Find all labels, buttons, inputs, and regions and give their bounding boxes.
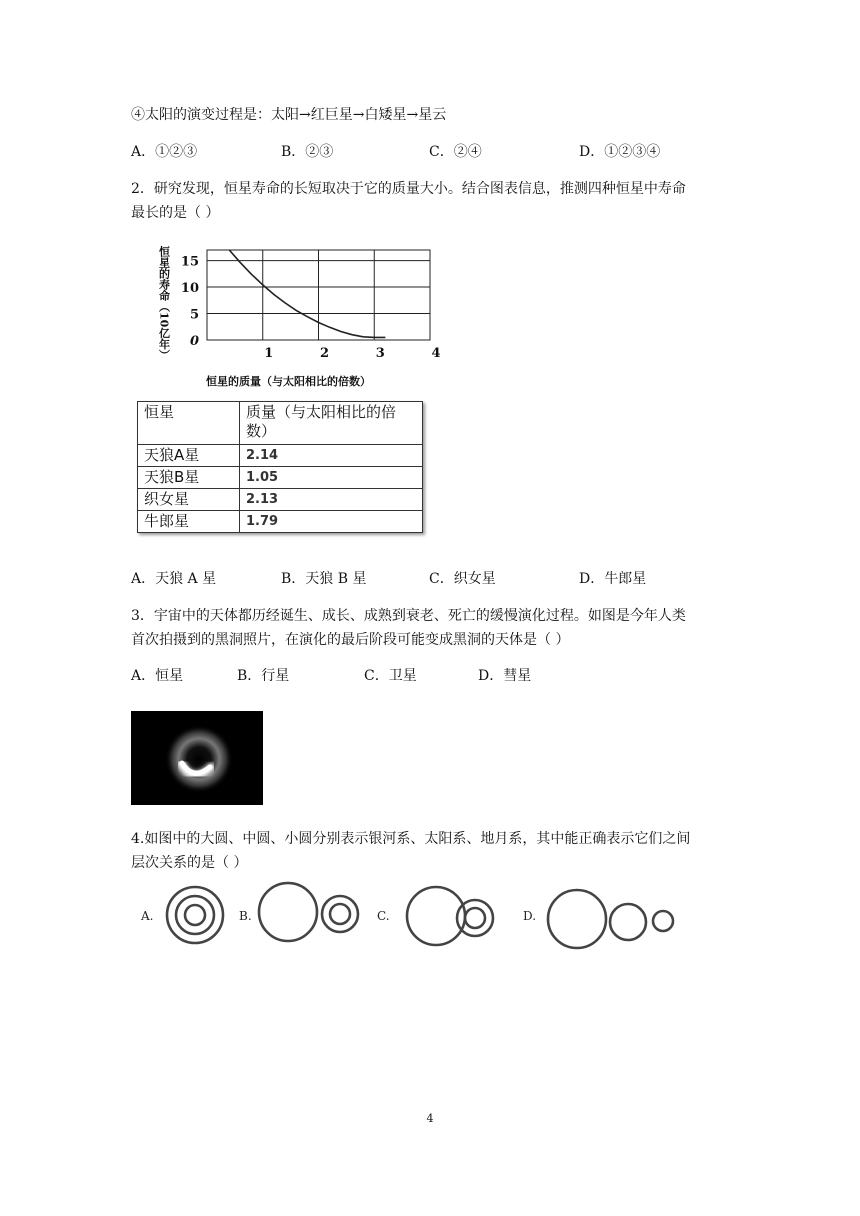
circle-option-c-label: C. — [377, 909, 390, 923]
q4-stem-line2: 层次关系的是（ ） — [131, 855, 248, 871]
q3-option-b[interactable]: B．行星 — [237, 668, 290, 684]
q2-option-d[interactable]: D．牛郎星 — [579, 571, 647, 587]
q2-option-a[interactable]: A．天狼 A 星 — [131, 571, 217, 587]
x-axis-label: 恒星的质量（与太阳相比的倍数） — [206, 375, 371, 388]
table-cell-mass: 2.14 — [240, 445, 423, 467]
star-lifespan-chart — [150, 240, 450, 390]
y-tick-label: 5 — [189, 307, 199, 323]
q4-stem-line1: 4.如图中的大圆、中圆、小圆分别表示银河系、太阳系、地月系，其中能正确表示它们之间 — [131, 831, 691, 847]
q2-stem-line2: 最长的是（ ） — [131, 205, 220, 221]
q1-option-a[interactable]: A．①②③ — [131, 144, 198, 160]
q3-option-c[interactable]: C．卫星 — [364, 668, 417, 684]
y-tick-label: 10 — [180, 281, 199, 297]
circle-option-a-icon — [167, 887, 223, 943]
table-row — [138, 445, 423, 467]
table-cell-star: 天狼A星 — [138, 445, 240, 467]
x-tick-label: 3 — [375, 346, 385, 361]
table-row — [138, 511, 423, 533]
q3-stem-line2: 首次拍摄到的黑洞照片，在演化的最后阶段可能变成黑洞的天体是（ ） — [131, 632, 570, 648]
q1-option-d[interactable]: D．①②③④ — [579, 144, 661, 160]
circle-option-d-icon — [548, 890, 673, 948]
circle-option-b-icon — [259, 883, 358, 941]
q2-option-b[interactable]: B．天狼 B 星 — [281, 571, 367, 587]
hierarchy-circle-options — [131, 878, 691, 953]
lifespan-curve — [229, 250, 385, 337]
table-cell-star: 牛郎星 — [138, 511, 240, 533]
q2-stem-line1: 2．研究发现，恒星寿命的长短取决于它的质量大小。结合图表信息，推测四种恒星中寿命 — [131, 181, 686, 197]
table-header-star: 恒星 — [138, 402, 240, 445]
y-tick-label: 0 — [189, 334, 199, 349]
circle-option-b-label: B. — [239, 909, 252, 923]
circle-option-d-label: D. — [523, 909, 537, 923]
q3-option-a[interactable]: A．恒星 — [131, 668, 184, 684]
y-tick-labels — [181, 255, 199, 349]
table-row — [138, 467, 423, 489]
x-tick-label: 1 — [264, 346, 274, 361]
y-tick-label: 15 — [180, 254, 199, 270]
q2-option-c[interactable]: C．织女星 — [429, 571, 496, 587]
x-tick-labels — [264, 346, 440, 361]
table-cell-star: 天狼B星 — [138, 467, 240, 489]
y-axis-label: 恒星的寿命（10亿年） — [157, 246, 171, 361]
q1-option-c[interactable]: C．②④ — [429, 144, 482, 160]
table-header-mass: 质量（与太阳相比的倍数） — [240, 402, 423, 445]
star-mass-table — [137, 401, 423, 533]
x-tick-label: 2 — [319, 346, 330, 361]
table-cell-mass: 2.13 — [240, 489, 423, 511]
x-tick-label: 4 — [431, 346, 441, 361]
q1-option-b[interactable]: B．②③ — [281, 144, 334, 160]
circle-option-a-label: A. — [141, 909, 154, 923]
black-hole-photo — [131, 711, 263, 805]
q3-option-d[interactable]: D．彗星 — [478, 668, 532, 684]
table-cell-mass: 1.79 — [240, 511, 423, 533]
q3-stem-line1: 3．宇宙中的天体都历经诞生、成长、成熟到衰老、死亡的缓慢演化过程。如图是今年人类 — [131, 608, 686, 624]
table-header-row — [138, 402, 423, 445]
table-row — [138, 489, 423, 511]
page-number: 4 — [426, 1112, 434, 1125]
table-cell-star: 织女星 — [138, 489, 240, 511]
table-cell-mass: 1.05 — [240, 467, 423, 489]
circle-option-c-icon — [407, 887, 493, 945]
q1-statement-4: ④太阳的演变过程是：太阳→红巨星→白矮星→星云 — [131, 107, 447, 123]
